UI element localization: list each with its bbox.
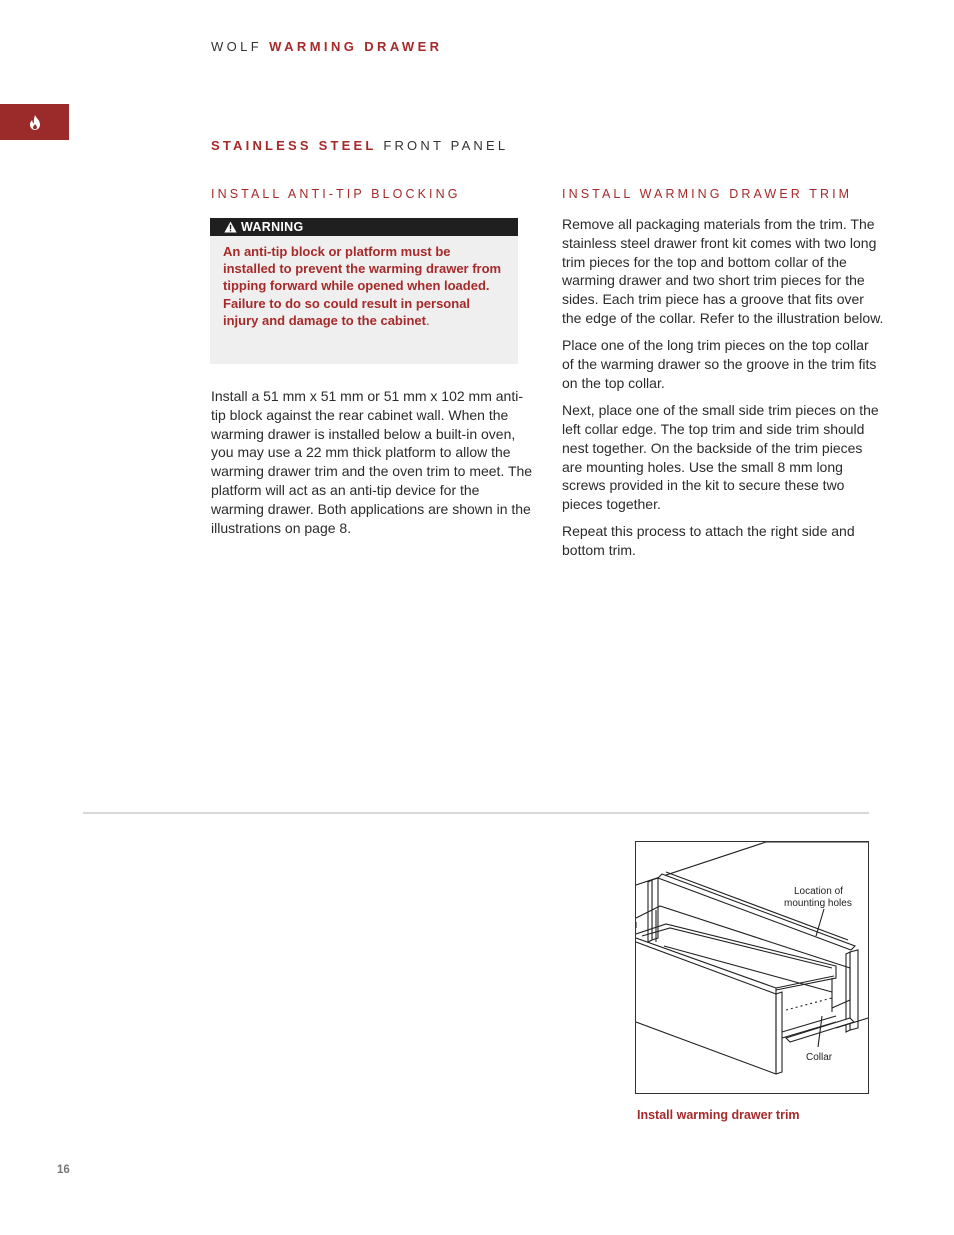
section-tab: [0, 104, 69, 140]
section-title: [211, 138, 508, 153]
section-divider: [83, 812, 869, 814]
drawer-drawing: [636, 842, 868, 1093]
trim-paragraph-3: Next, place one of the small side trim pieces on the left collar edge. The top trim and side trim should nest together. On the backside of the trim pieces are mounting holes. Use the small 8 mm long screws provided in the kit to secure these two pieces together.: [562, 402, 879, 513]
header-product: WARMING DRAWER: [269, 39, 443, 54]
running-header: [211, 39, 442, 54]
header-brand: WOLF: [211, 39, 263, 54]
label-mounting-holes: Location of: [794, 886, 843, 897]
warning-text-end: .: [425, 312, 430, 328]
trim-paragraph-2: Place one of the long trim pieces on the top collar of the warming drawer so the groove in the trim fits on the top collar.: [562, 337, 877, 391]
flame-icon: [29, 115, 41, 130]
warning-bar: [210, 218, 518, 236]
page-number: 16: [57, 1164, 70, 1176]
trim-heading: INSTALL WARMING DRAWER TRIM: [562, 187, 853, 201]
warning-label: WARNING: [241, 220, 304, 234]
trim-paragraph-4: Repeat this process to attach the right side and bottom trim.: [562, 523, 855, 559]
warning-triangle-icon: [224, 221, 237, 233]
label-mounting-holes-line2: mounting holes: [784, 898, 852, 909]
trim-paragraph-1: Remove all packaging materials from the trim. The stainless steel drawer front kit comes with two long trim pieces for the top and bottom collar of the warming drawer and two short trim pieces for the sides. Each trim piece has a groove that fits over the edge of the collar. Refer to the illustration below.: [562, 216, 884, 326]
section-title-rest: FRONT PANEL: [383, 138, 509, 153]
warning-text: [210, 236, 518, 329]
anti-tip-paragraph: Install a 51 mm x 51 mm or 51 mm x 102 mm anti-tip block against the rear cabinet wall. When the warming drawer is installed below a built-in oven, you may use a 22 mm thick platform to allow the warming drawer trim and the oven trim to meet. The platform will act as an anti-tip device for the warming drawer. Both applications are shown in the illustrations on page 8.: [211, 388, 533, 536]
label-collar: Collar: [806, 1052, 833, 1063]
warning-box: [210, 218, 518, 364]
anti-tip-heading: INSTALL ANTI-TIP BLOCKING: [211, 187, 461, 201]
trim-body: [562, 215, 884, 569]
figure-caption: Install warming drawer trim: [637, 1108, 800, 1122]
section-title-accent: STAINLESS STEEL: [211, 138, 377, 153]
trim-illustration: [635, 841, 869, 1094]
anti-tip-body: [211, 387, 533, 546]
warning-text-bold: An anti-tip block or platform must be installed to prevent the warming drawer from tipping forward while opened when loaded. Failure to do so could result in personal injury and damage to the cabinet: [223, 244, 502, 328]
